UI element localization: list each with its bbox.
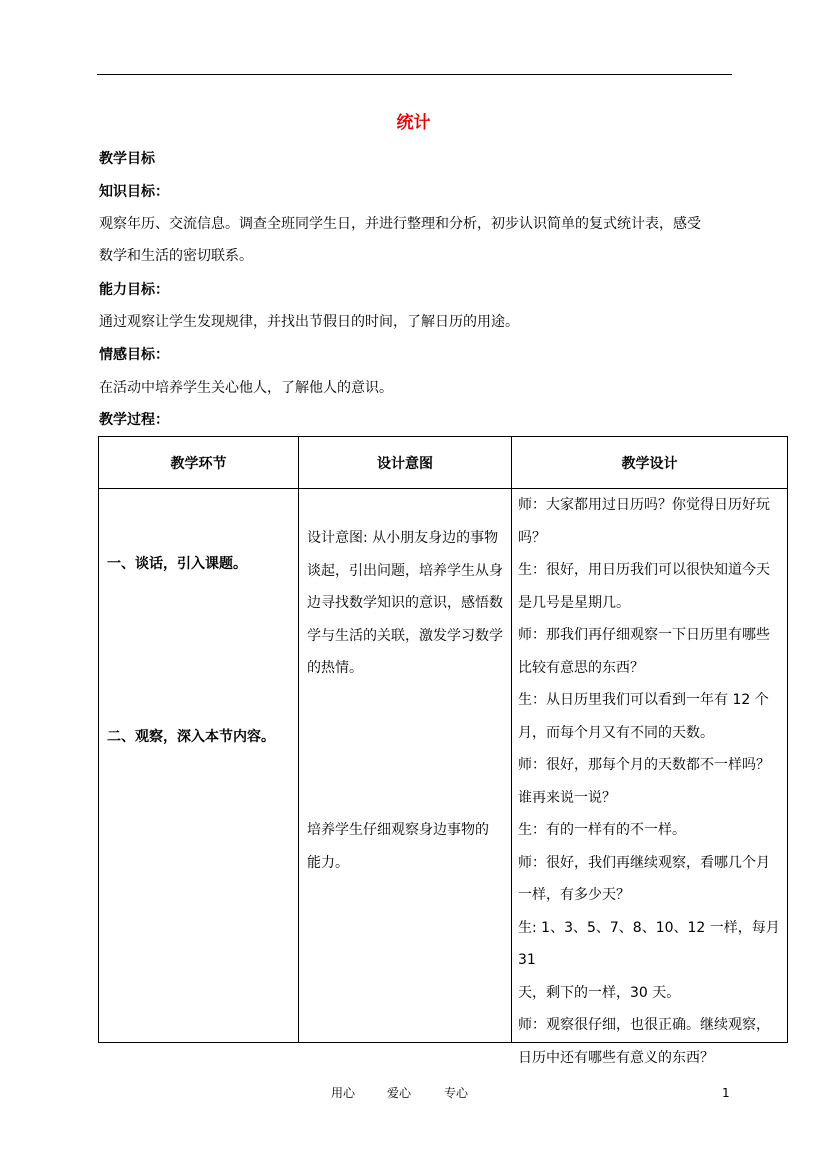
ability-text: 通过观察让学生发现规律，并找出节假日的时间，了解日历的用途。	[99, 314, 519, 330]
ability-heading: 能力目标：	[99, 282, 169, 298]
intent-1-line: 的热情。	[307, 660, 363, 676]
stage-2: 二、观察，深入本节内容。	[107, 729, 275, 745]
table-row	[99, 489, 788, 1043]
design-line: 比较有意思的东西？	[518, 659, 644, 676]
design-line: 师：观察很仔细，也很正确。继续观察，	[518, 1017, 770, 1033]
emotion-text: 在活动中培养学生关心他人，了解他人的意识。	[99, 380, 393, 396]
design-line: 月，而每个月又有不同的天数。	[518, 724, 714, 741]
intent-1-line: 学与生活的关联，激发学习数学	[307, 627, 503, 644]
header-rule	[97, 74, 732, 75]
design-line: 生：很好，用日历我们可以很快知道今天	[518, 562, 770, 578]
emotion-heading: 情感目标：	[99, 347, 169, 363]
header-intent: 设计意图	[299, 437, 512, 489]
intent-1	[307, 522, 503, 685]
intent-1-line: 边寻找数学知识的意识，感悟数	[307, 595, 503, 611]
design-line: 生：从日历里我们可以看到一年有 12 个	[518, 692, 769, 708]
design-line: 天，剩下的一样，30 天。	[518, 984, 681, 1001]
table-header-row	[99, 437, 788, 489]
design-line: 一样，有多少天？	[518, 887, 630, 903]
design-line: 是几号是星期几。	[518, 594, 630, 611]
intent-2-line: 培养学生仔细观察身边事物的	[307, 822, 489, 838]
stage-1: 一、谈话，引入课题。	[107, 556, 247, 572]
page-title: 统计	[396, 113, 431, 133]
design-line: 生: 1、3、5、7、8、10、12 一样，每月 31	[518, 919, 780, 968]
intent-cell	[299, 489, 512, 1043]
design-line: 师：很好，我们再继续观察，看哪几个月	[518, 854, 770, 871]
footer-item-3: 专心	[444, 1086, 469, 1100]
design-line: 师：大家都用过日历吗？你觉得日历好玩	[518, 497, 770, 513]
header-design: 教学设计	[512, 437, 788, 489]
footer-item-2: 爱心	[387, 1086, 412, 1100]
design-line: 生：有的一样有的不一样。	[518, 822, 686, 838]
design-text	[518, 489, 787, 1074]
design-line: 师：那我们再仔细观察一下日历里有哪些	[518, 627, 770, 643]
intent-1-line: 谈起，引出问题，培养学生从身	[307, 562, 503, 579]
intent-2-line: 能力。	[307, 854, 349, 871]
design-line: 谁再来说一说？	[518, 789, 616, 806]
knowledge-heading: 知识目标：	[99, 184, 169, 200]
lesson-plan-table	[98, 436, 788, 1066]
design-line: 吗？	[518, 529, 546, 546]
objectives-heading: 教学目标	[99, 151, 155, 167]
intent-2	[307, 814, 489, 879]
design-line: 日历中还有哪些有意义的东西？	[518, 1049, 714, 1066]
footer-item-1: 用心	[331, 1086, 356, 1100]
design-cell	[512, 489, 788, 1066]
design-line: 师：很好，那每个月的天数都不一样吗？	[518, 757, 770, 773]
intent-1-line: 设计意图: 从小朋友身边的事物	[307, 530, 499, 546]
stage-cell	[99, 489, 299, 1043]
header-stage: 教学环节	[99, 437, 299, 489]
page-number: 1	[722, 1086, 730, 1100]
process-heading: 教学过程：	[99, 412, 169, 428]
knowledge-line-2: 数学和生活的密切联系。	[99, 248, 253, 264]
knowledge-line-1: 观察年历、交流信息。调查全班同学生日，并进行整理和分析，初步认识简单的复式统计表，感受	[99, 216, 701, 232]
